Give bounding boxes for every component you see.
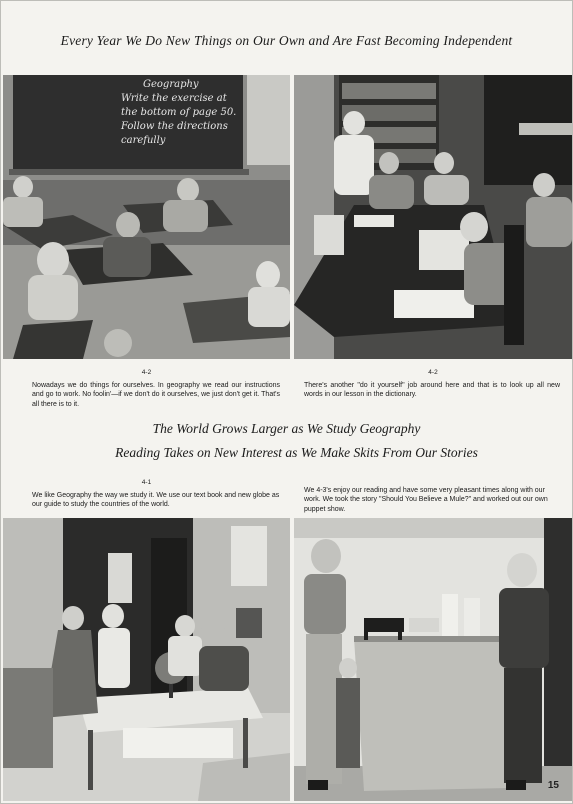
- chalkboard-line-3: the bottom of page 50.: [121, 107, 237, 118]
- section-heading-reading: Reading Takes on New Interest as We Make Skits From Our Stories: [115, 445, 478, 460]
- chalkboard-line-2: Write the exercise at: [121, 93, 227, 104]
- caption-top-right: There's another "do it yourself" job around here and that is to look up all new words in our lesson in the dictionary.: [304, 382, 560, 399]
- section-heading-geography: The World Grows Larger as We Study Geography: [152, 421, 421, 436]
- page-number: 15: [547, 780, 559, 791]
- photo-label-top-right: 4-2: [428, 369, 438, 376]
- photo-label-top-left: 4-2: [141, 369, 152, 376]
- caption-bottom-right: We 4-3's enjoy our reading and have some very pleasant times along with our work. We took the story "Should You Believe a Mule?" and worked out our own puppet show.: [304, 487, 548, 513]
- chalkboard-line-1: Geography: [143, 79, 199, 90]
- caption-top-left: Nowadays we do things for ourselves. In geography we read our instructions and go to work. No foolin'—if we don't do it ourselves, we just don't get it. That's all there is to it.: [32, 382, 280, 408]
- photo-dictionary-table: [294, 75, 572, 359]
- photo-geography-classroom: [3, 75, 290, 359]
- chalkboard-line-5: carefully: [121, 135, 166, 146]
- chalkboard-line-4: Follow the directions: [121, 121, 228, 132]
- caption-bottom-left: We like Geography the way we study it. We use our text book and new globe as our guide to study the countries of the world.: [32, 492, 280, 509]
- photo-puppet-show: [294, 518, 572, 801]
- photo-globe-study: [3, 518, 290, 801]
- page-heading: Every Year We Do New Things on Our Own and Are Fast Becoming Independent: [60, 33, 513, 48]
- photo-label-bottom-left: 4-1: [141, 479, 152, 486]
